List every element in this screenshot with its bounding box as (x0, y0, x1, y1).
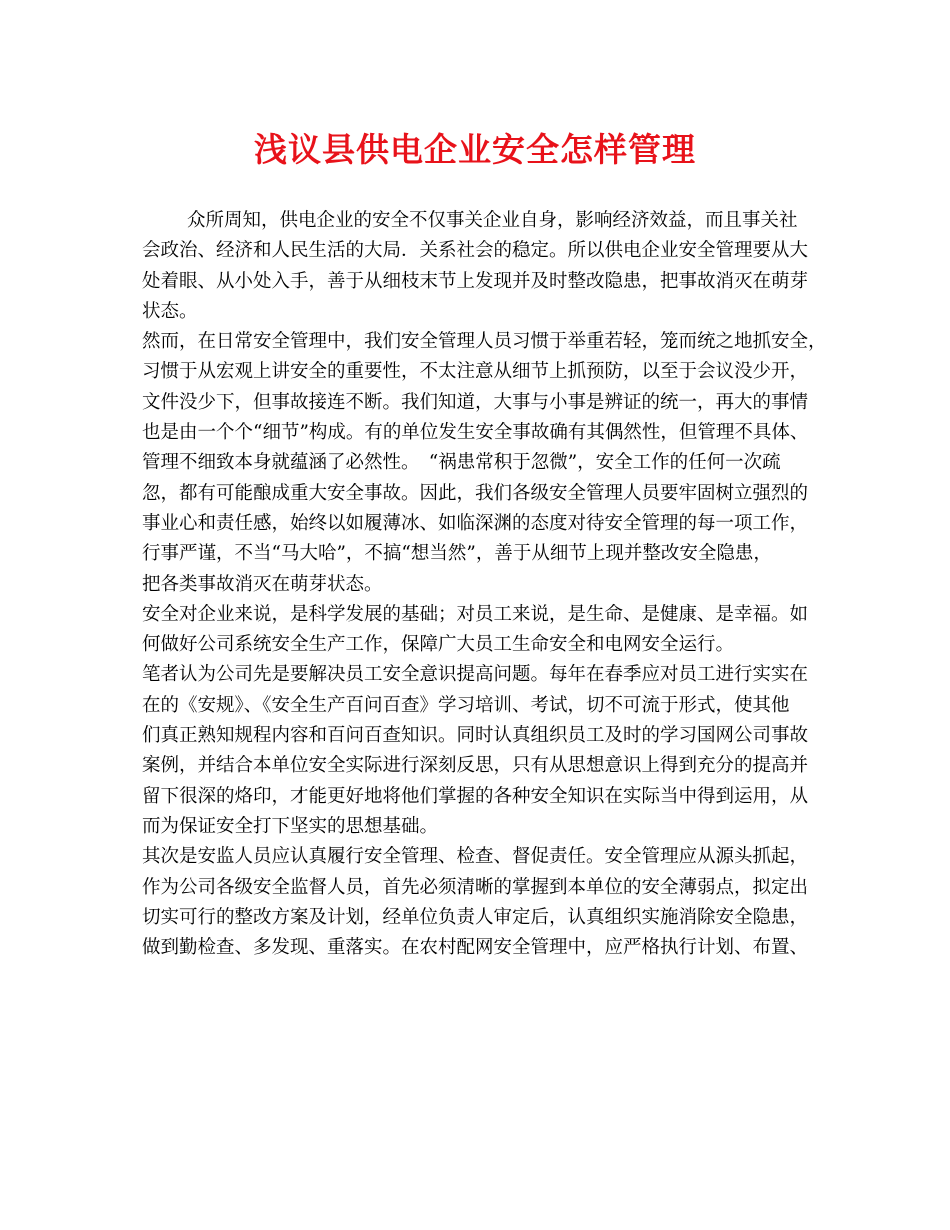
text-line: 然而，在日常安全管理中，我们安全管理人员习惯于举重若轻，笼而统之地抓安全， (142, 331, 827, 353)
document-body (142, 206, 827, 963)
text-line: 切实可行的整改方案及计划，经单位负责人审定后，认真组织实施消除安全隐患， (142, 906, 809, 928)
text-line: 事业心和责任感，始终以如履薄冰、如临深渊的态度对待安全管理的每一项工作， (142, 512, 809, 534)
text-line: 众所周知，供电企业的安全不仅事关企业自身，影响经济效益，而且事关社 (187, 210, 798, 231)
text-line: 在的《安规》、《安全生产百问百查》学习培训、考试，切不可流于形式，使其他 (142, 694, 790, 716)
document-title: 浅议县供电企业安全怎样管理 (254, 130, 696, 169)
text-line: 行事严谨，不当“马大哈”，不搞“想当然”，善于从细节上现并整改安全隐患， (142, 543, 772, 565)
text-line: 文件没少下，但事故接连不断。我们知道，大事与小事是辨证的统一，再大的事情 (142, 391, 809, 413)
text-line: 安全对企业来说，是科学发展的基础；对员工来说，是生命、是健康、是幸福。如 (142, 603, 809, 625)
text-line: 而为保证安全打下坚实的思想基础。 (142, 815, 439, 837)
text-line: 会政治、经济和人民生活的大局．关系社会的稳定。所以供电企业安全管理要从大 (142, 240, 809, 262)
text-line: 做到勤检查、多发现、重落实。在农村配网安全管理中，应严格执行计划、布置、 (142, 937, 809, 959)
text-line: 案例，并结合本单位安全实际进行深刻反思，只有从思想意识上得到充分的提高并 (142, 755, 809, 777)
text-line: 处着眼、从小处入手，善于从细枝末节上发现并及时整改隐患，把事故消灭在萌芽 (142, 270, 809, 292)
text-line: 把各类事故消灭在萌芽状态。 (142, 573, 383, 595)
text-line: 笔者认为公司先是要解决员工安全意识提高问题。每年在春季应对员工进行实实在 (142, 664, 809, 686)
text-line: 也是由一个个“细节”构成。有的单位发生安全事故确有其偶然性，但管理不具体、 (142, 422, 809, 444)
text-line: 们真正熟知规程内容和百问百查知识。同时认真组织员工及时的学习国网公司事故 (142, 725, 809, 747)
text-line: 管理不细致本身就蕴涵了必然性。 “祸患常积于忽微”，安全工作的任何一次疏 (142, 452, 781, 474)
text-line: 忽，都有可能酿成重大安全事故。因此，我们各级安全管理人员要牢固树立强烈的 (142, 482, 809, 504)
text-line: 状态。 (142, 300, 198, 322)
text-line: 何做好公司系统安全生产工作，保障广大员工生命安全和电网安全运行。 (142, 634, 735, 656)
text-line: 留下很深的烙印，才能更好地将他们掌握的各种安全知识在实际当中得到运用，从 (142, 785, 809, 807)
text-line: 习惯于从宏观上讲安全的重要性，不太注意从细节上抓预防，以至于会议没少开， (142, 361, 809, 383)
text-line: 其次是安监人员应认真履行安全管理、检查、督促责任。安全管理应从源头抓起， (142, 846, 809, 868)
text-line: 作为公司各级安全监督人员，首先必须清晰的掌握到本单位的安全薄弱点，拟定出 (142, 876, 809, 898)
